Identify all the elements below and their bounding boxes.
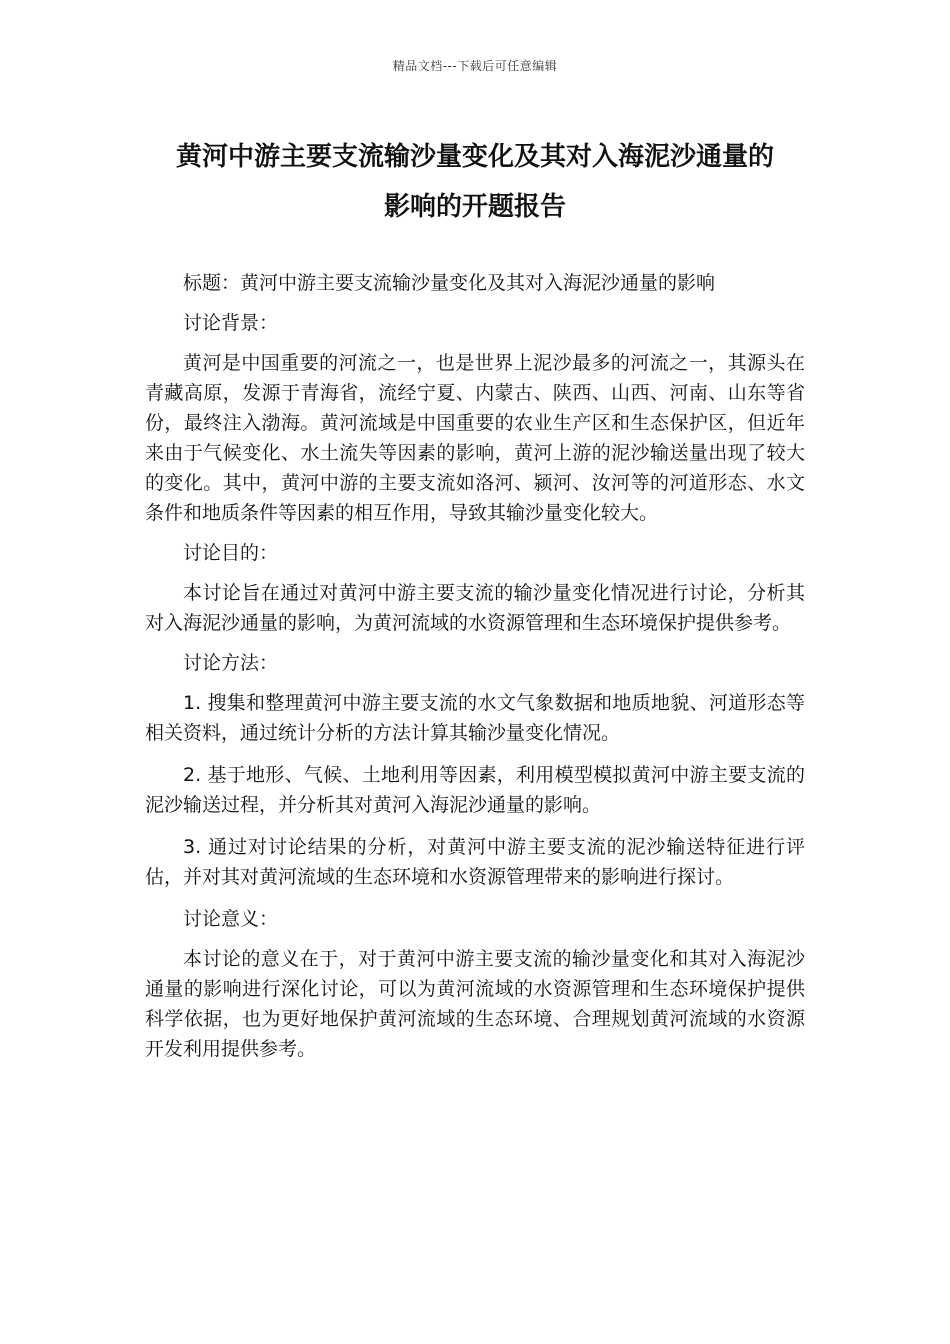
title-line-2: 影响的开题报告 xyxy=(383,192,566,222)
background-paragraph: 黄河是中国重要的河流之一，也是世界上泥沙最多的河流之一，其源头在青藏高原，发源于青海省，流经宁夏、内蒙古、陕西、山西、河南、山东等省份，最终注入渤海。黄河流域是中国重要的农业生产区和生态保护区，但近年来由于气候变化、水土流失等因素的影响，黄河上游的泥沙输送量出现了较大的变化。其中，黄河中游的主要支流如洛河、颍河、汝河等的河道形态、水文条件和地质条件等因素的相互作用，导致其输沙量变化较大。 xyxy=(145,352,805,524)
title-line-1: 黄河中游主要支流输沙量变化及其对入海泥沙通量的 xyxy=(175,142,774,172)
purpose-label: 讨论目的： xyxy=(183,542,279,564)
significance-paragraph: 本讨论的意义在于，对于黄河中游主要支流的输沙量变化和其对入海泥沙通量的影响进行深化讨论，可以为黄河流域的水资源管理和生态环境保护提供科学依据，也为更好地保护黄河流域的生态环境、合理规划黄河流域的水资源开发利用提供参考。 xyxy=(145,948,805,1060)
purpose-paragraph: 本讨论旨在通过对黄河中游主要支流的输沙量变化情况进行讨论，分析其对入海泥沙通量的影响，为黄河流域的水资源管理和生态环境保护提供参考。 xyxy=(145,582,805,634)
header-note: 精品文档---下载后可任意编辑 xyxy=(392,59,558,73)
significance-label: 讨论意义： xyxy=(183,908,279,930)
method-item-3: 3. 通过对讨论结果的分析，对黄河中游主要支流的泥沙输送特征进行评估，并对其对黄河流域的生态环境和水资源管理带来的影响进行探讨。 xyxy=(145,836,805,888)
method-label: 讨论方法： xyxy=(183,652,279,674)
background-label: 讨论背景： xyxy=(183,312,279,334)
method-item-1: 1. 搜集和整理黄河中游主要支流的水文气象数据和地质地貌、河道形态等相关资料，通过统计分析的方法计算其输沙量变化情况。 xyxy=(145,692,805,744)
method-item-2: 2. 基于地形、气候、土地利用等因素，利用模型模拟黄河中游主要支流的泥沙输送过程，并分析其对黄河入海泥沙通量的影响。 xyxy=(145,764,805,816)
topic-line: 标题：黄河中游主要支流输沙量变化及其对入海泥沙通量的影响 xyxy=(183,272,716,294)
document-title xyxy=(130,132,820,232)
document-body xyxy=(145,268,805,1074)
